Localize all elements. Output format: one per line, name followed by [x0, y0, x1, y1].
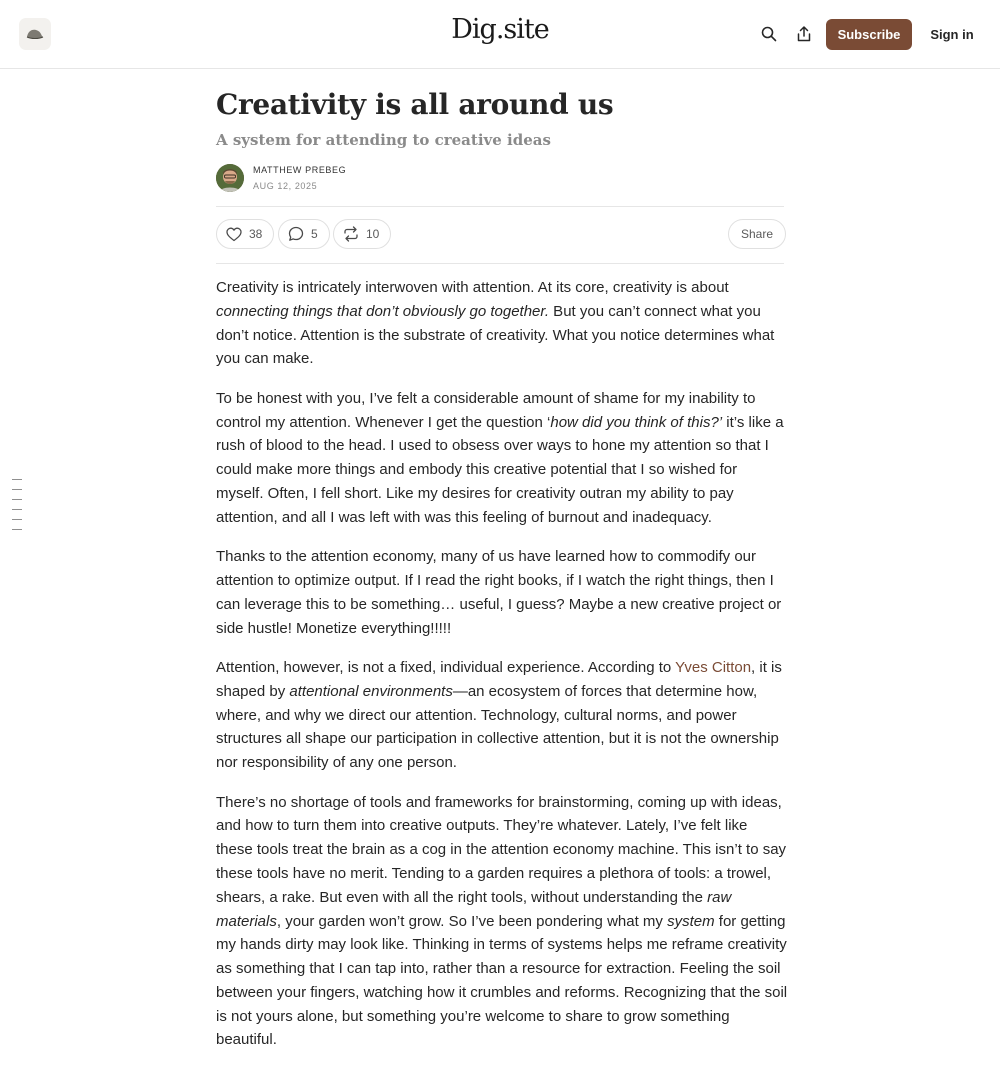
share-label: Share — [741, 227, 774, 241]
share-icon — [796, 25, 812, 43]
site-header — [0, 0, 1000, 69]
toc-marker[interactable] — [12, 489, 22, 490]
toc-marker[interactable] — [12, 499, 22, 500]
toc-marker[interactable] — [12, 519, 22, 520]
paragraph: There’s no shortage of tools and frameworks for brainstorming, coming up with ideas, and how to turn them into creative outputs. They’re whatever. Lately, I’ve felt like these tools treat the brain as a cog in the attention economy machine. This isn’t to say these tools have no merit. Tending to a garden requires a plethora of tools: a trowel, shears, a rake. But even with all the right tools, without understanding the raw materials, your garden won’t grow. So I’ve been pondering what my system for getting my hands dirty may look like. Thinking in terms of systems helps me reframe creativity as something that I can tap into, rather than a resource for extraction. Feeling the soil between your fingers, watching how it crumbles and reforms. Recognizing that the soil is not yours alone, but something you’re welcome to share to grow something beautiful. — [216, 793, 788, 1049]
avatar[interactable] — [216, 164, 244, 192]
share-button[interactable] — [728, 219, 786, 249]
like-count: 38 — [249, 227, 263, 241]
toc-marker[interactable] — [12, 529, 22, 530]
paragraph: To be honest with you, I’ve felt a considerable amount of shame for my inability to control my attention. Whenever I get the question ‘how did you think of this?’ it’s like a rush of blood to the head. I used to obsess over ways to hone my attention so that I could make more things and embody this creative potential that I so wished for myself. Often, I fell short. Like my desires for creativity outran my ability to pay attention, and all I was left with was this feeling of burnout and inadequacy. — [216, 389, 784, 526]
author-photo-icon — [216, 164, 244, 192]
restack-button[interactable] — [333, 219, 391, 249]
author-name[interactable]: MATTHEW PREBEG — [253, 165, 347, 175]
like-button[interactable] — [216, 219, 274, 249]
site-name[interactable]: Dig.site — [451, 14, 549, 45]
post-subtitle: A system for attending to creative ideas — [216, 131, 551, 149]
paragraph: Creativity is intricately interwoven with attention. At its core, creativity is about connecting things that don’t obviously go together. But you can’t connect what you don’t notice. Attention is the substrate of creativity. What you notice determines what you can make. — [216, 279, 775, 368]
heart-icon — [226, 227, 242, 242]
divider — [216, 206, 784, 207]
table-of-contents-markers[interactable] — [12, 479, 22, 539]
comment-icon — [288, 226, 304, 242]
paragraph: Attention, however, is not a fixed, individual experience. According to Yves Citton, it is shaped by attentional environments—an ecosystem of forces that determine how, where, and why we direct our attention. Technology, cultural norms, and power structures all shape our participation in collective attention, but it is not the ownership nor responsibility of any one person. — [216, 658, 782, 772]
search-icon — [761, 26, 777, 42]
paragraph: Thanks to the attention economy, many of us have learned how to commodify our attention to optimize output. If I read the right books, if I watch the right things, then I can leverage this to be something… useful, I guess? Maybe a new creative project or side hustle! Monetize everything!!!!! — [216, 548, 782, 637]
restack-icon — [343, 226, 359, 242]
header-share-button[interactable] — [793, 23, 815, 45]
toc-marker[interactable] — [12, 479, 22, 480]
post-title: Creativity is all around us — [216, 88, 614, 121]
comment-count: 5 — [311, 227, 318, 241]
toc-marker[interactable] — [12, 509, 22, 510]
search-button[interactable] — [758, 23, 780, 45]
restack-count: 10 — [366, 227, 380, 241]
yves-citton-link[interactable]: Yves Citton — [675, 658, 752, 676]
post-body — [216, 276, 788, 1068]
post-date: AUG 12, 2025 — [253, 181, 318, 191]
sign-in-button[interactable]: Sign in — [924, 19, 980, 50]
comment-button[interactable] — [278, 219, 330, 249]
subscribe-button[interactable]: Subscribe — [826, 19, 912, 50]
divider — [216, 263, 784, 264]
